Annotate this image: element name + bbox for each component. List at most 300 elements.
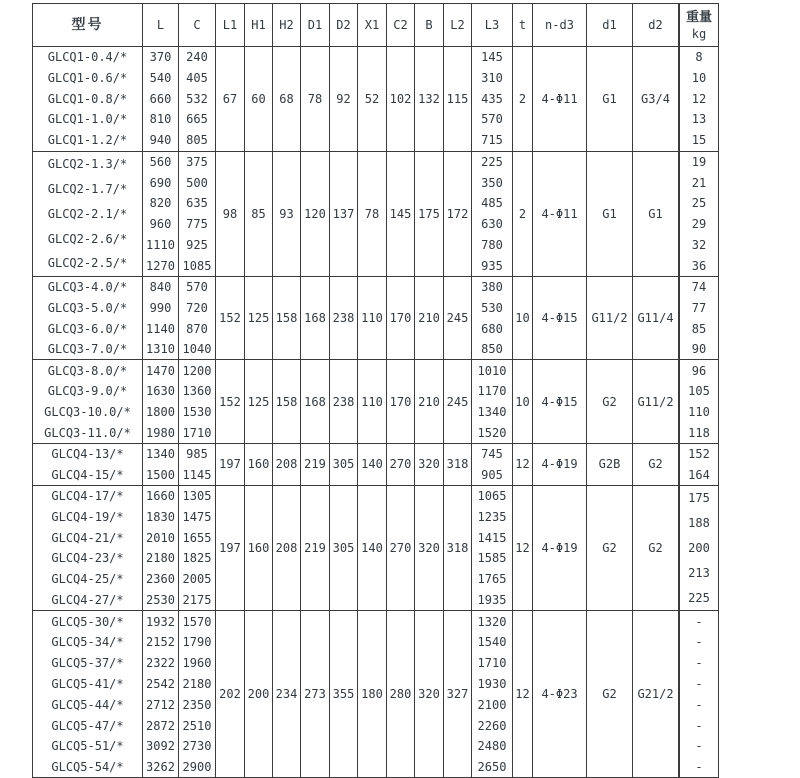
cell-value: GLCQ5-51/*: [51, 739, 124, 754]
cell-glcq5-t: [512, 610, 532, 777]
cell-value: -: [695, 677, 703, 691]
cell-value: 375: [186, 154, 208, 169]
cell-value: -: [695, 614, 703, 629]
cell-value: GLCQ3-8.0/*: [47, 363, 128, 378]
cell-value: 210: [418, 311, 440, 326]
cell-value: 310: [481, 71, 503, 86]
cell-value: 85: [691, 321, 707, 336]
cell-glcq5-weight-kg: [678, 610, 718, 777]
cell-value: 52: [364, 91, 380, 106]
cell-glcq4-high-n-d3: [532, 485, 586, 610]
cell-glcq1-D2: [329, 46, 357, 151]
cell-value: 370: [149, 50, 172, 65]
cell-value: G11/4: [637, 311, 674, 326]
cell-glcq3-high-H1: [244, 359, 272, 443]
cell-value: 77: [691, 300, 707, 315]
header-cell-L: [142, 4, 178, 46]
cell-value: 145: [481, 50, 503, 65]
header-label: t: [518, 18, 527, 32]
cell-value: -: [695, 635, 703, 650]
cell-glcq3-low-D2: [329, 276, 357, 360]
cell-value: 170: [389, 311, 412, 326]
cell-glcq1-D1: [300, 46, 329, 151]
cell-glcq5-L1: [215, 610, 244, 777]
cell-glcq4-low-d1: [586, 443, 632, 485]
cell-glcq3-low-C2: [386, 276, 414, 360]
cell-glcq3-high-L3: [471, 359, 512, 443]
cell-glcq3-high-D1: [300, 359, 329, 443]
cell-glcq4-low-L3: [471, 443, 512, 485]
cell-value: 270: [389, 541, 412, 556]
cell-glcq2-n-d3: [532, 151, 586, 276]
cell-glcq4-low-weight-kg: [678, 443, 718, 485]
cell-value: GLCQ3-4.0/*: [47, 280, 128, 295]
cell-glcq3-low-t: [512, 276, 532, 360]
cell-glcq4-high-B: [414, 485, 443, 610]
header-cell-t: [512, 4, 532, 46]
cell-value: 1830: [146, 509, 175, 524]
cell-value: 98: [222, 206, 238, 221]
cell-glcq2-B: [414, 151, 443, 276]
header-cell-B: [414, 4, 443, 46]
cell-value: GLCQ1-0.8/*: [47, 91, 128, 106]
cell-value: 1530: [182, 405, 212, 420]
cell-value: 15: [691, 133, 707, 148]
cell-glcq3-high-L1: [215, 359, 244, 443]
cell-value: 110: [361, 394, 383, 409]
cell-value: 68: [279, 91, 294, 106]
cell-value: -: [695, 760, 703, 775]
cell-value: G3/4: [641, 91, 670, 106]
header-label: 重量: [685, 9, 712, 25]
header-label: L3: [484, 18, 500, 32]
cell-glcq4-low-L1: [215, 443, 244, 485]
cell-glcq4-high-D1: [300, 485, 329, 610]
cell-value: GLCQ5-47/*: [51, 718, 124, 733]
spec-table: [32, 3, 719, 778]
cell-value: 1765: [477, 572, 507, 587]
cell-value: 67: [222, 91, 238, 106]
cell-glcq5-d1: [586, 610, 632, 777]
cell-value: 1710: [477, 656, 507, 671]
cell-value: 225: [688, 590, 710, 605]
cell-glcq5-D1: [300, 610, 329, 777]
cell-value: 4-Φ19: [541, 457, 578, 472]
cell-value: 2900: [182, 760, 212, 775]
cell-value: 320: [418, 541, 440, 556]
header-label: 型号: [71, 17, 104, 33]
cell-value: 188: [688, 516, 710, 531]
cell-value: 1500: [146, 467, 175, 482]
cell-value: 145: [389, 206, 412, 221]
cell-glcq3-high-B: [414, 359, 443, 443]
cell-glcq4-low-C: [178, 443, 215, 485]
cell-glcq1-weight-kg: [678, 46, 718, 151]
cell-value: 1340: [477, 405, 507, 420]
cell-glcq4-high-L3: [471, 485, 512, 610]
cell-value: GLCQ3-7.0/*: [47, 342, 128, 357]
cell-value: 1145: [182, 467, 212, 482]
cell-value: 78: [364, 206, 380, 221]
cell-value: 680: [481, 321, 503, 336]
cell-value: 690: [149, 175, 172, 190]
cell-glcq3-low-weight-kg: [678, 276, 718, 360]
cell-value: GLCQ5-30/*: [51, 614, 124, 629]
cell-value: 160: [247, 457, 270, 472]
cell-value: 245: [446, 394, 469, 409]
cell-value: GLCQ3-6.0/*: [47, 321, 128, 336]
cell-value: 1825: [182, 551, 212, 566]
cell-value: 158: [275, 394, 298, 409]
cell-value: 500: [186, 175, 208, 190]
cell-value: 780: [481, 237, 503, 252]
cell-value: G2: [602, 541, 617, 556]
cell-glcq3-high-C2: [386, 359, 414, 443]
cell-glcq1-d1: [586, 46, 632, 151]
cell-value: 1800: [146, 405, 175, 420]
cell-value: 905: [481, 467, 503, 482]
cell-value: 1980: [146, 425, 175, 440]
header-label: B: [425, 18, 433, 32]
cell-glcq2-H1: [244, 151, 272, 276]
header-cell-H2: [272, 4, 300, 46]
cell-glcq1-H1: [244, 46, 272, 151]
cell-glcq2-t: [512, 151, 532, 276]
cell-value: 630: [481, 217, 503, 232]
cell-value: GLCQ5-34/*: [51, 635, 124, 650]
cell-value: 1065: [477, 489, 507, 504]
cell-value: 4-Φ11: [541, 206, 578, 221]
cell-value: GLCQ4-25/*: [51, 572, 124, 587]
cell-value: 1570: [182, 614, 212, 629]
cell-value: 175: [418, 206, 440, 221]
cell-value: GLCQ1-0.4/*: [47, 50, 128, 65]
cell-value: 140: [361, 541, 383, 556]
cell-glcq5-X1: [357, 610, 386, 777]
cell-value: 820: [149, 196, 172, 211]
cell-value: 1310: [146, 342, 175, 357]
cell-value: 775: [186, 217, 208, 232]
cell-value: 1320: [477, 614, 507, 629]
cell-value: -: [695, 697, 703, 712]
cell-value: -: [695, 656, 703, 671]
cell-value: 273: [304, 687, 326, 702]
cell-value: 2005: [182, 572, 212, 587]
cell-glcq2-H2: [272, 151, 300, 276]
cell-glcq5-n-d3: [532, 610, 586, 777]
cell-value: 940: [149, 133, 172, 148]
cell-value: 745: [481, 447, 503, 462]
cell-value: 10: [515, 311, 530, 326]
cell-value: GLCQ4-17/*: [51, 489, 124, 504]
cell-value: 118: [688, 425, 710, 440]
header-label: H1: [251, 18, 266, 32]
cell-value: 570: [481, 112, 503, 127]
cell-value: 2872: [146, 718, 175, 733]
cell-value: G1: [602, 206, 617, 221]
cell-value: 1710: [182, 425, 212, 440]
cell-value: GLCQ4-23/*: [51, 551, 124, 566]
cell-glcq4-low-d2: [632, 443, 678, 485]
header-label: C: [193, 18, 201, 32]
cell-value: 137: [332, 206, 355, 221]
cell-value: 2542: [146, 677, 175, 691]
cell-value: 1470: [146, 363, 175, 378]
cell-glcq2-model: [33, 151, 142, 276]
cell-value: 350: [481, 175, 503, 190]
cell-value: 355: [332, 687, 355, 702]
cell-value: 164: [688, 467, 710, 482]
cell-value: 74: [691, 280, 707, 295]
cell-glcq3-low-L2: [443, 276, 471, 360]
cell-value: 1930: [477, 677, 507, 691]
cell-glcq3-low-H1: [244, 276, 272, 360]
cell-glcq4-high-weight-kg: [678, 485, 718, 610]
cell-glcq5-L3: [471, 610, 512, 777]
cell-value: 4-Φ15: [541, 311, 578, 326]
cell-value: 305: [332, 541, 355, 556]
cell-value: 125: [247, 311, 270, 326]
cell-value: GLCQ4-21/*: [51, 530, 124, 545]
cell-value: 2322: [146, 656, 175, 671]
cell-glcq3-high-t: [512, 359, 532, 443]
cell-glcq4-low-model: [33, 443, 142, 485]
cell-value: G2: [602, 394, 617, 409]
cell-glcq4-high-C2: [386, 485, 414, 610]
cell-glcq1-model: [33, 46, 142, 151]
cell-value: 1140: [146, 321, 175, 336]
cell-value: 1305: [182, 489, 212, 504]
cell-glcq2-d1: [586, 151, 632, 276]
cell-glcq4-low-D2: [329, 443, 357, 485]
cell-glcq5-L: [142, 610, 178, 777]
cell-glcq5-model: [33, 610, 142, 777]
cell-value: 115: [446, 91, 469, 106]
cell-value: 238: [332, 394, 355, 409]
cell-glcq3-high-L: [142, 359, 178, 443]
cell-value: 200: [688, 541, 710, 556]
cell-value: 1415: [477, 530, 507, 545]
cell-value: 327: [446, 687, 469, 702]
cell-value: G11/2: [591, 311, 628, 326]
cell-value: GLCQ2-2.1/*: [47, 206, 128, 221]
cell-value: 2180: [182, 677, 212, 691]
cell-value: 318: [446, 541, 469, 556]
cell-glcq5-L2: [443, 610, 471, 777]
cell-glcq3-low-L1: [215, 276, 244, 360]
cell-glcq2-X1: [357, 151, 386, 276]
cell-value: 36: [691, 258, 707, 273]
cell-glcq4-low-L2: [443, 443, 471, 485]
cell-value: 4-Φ23: [541, 687, 578, 702]
cell-value: GLCQ1-1.0/*: [47, 112, 128, 127]
cell-value: 2480: [477, 739, 507, 754]
cell-value: 435: [481, 91, 503, 106]
cell-value: 4-Φ19: [541, 541, 578, 556]
cell-value: 1340: [146, 447, 175, 462]
cell-value: 1235: [477, 509, 507, 524]
cell-value: 4-Φ15: [541, 394, 578, 409]
cell-glcq1-X1: [357, 46, 386, 151]
cell-glcq3-low-B: [414, 276, 443, 360]
cell-value: 665: [186, 112, 208, 127]
cell-value: 12: [691, 91, 707, 106]
cell-value: 1085: [182, 258, 212, 273]
cell-value: GLCQ1-0.6/*: [47, 71, 128, 86]
header-label: d1: [602, 18, 617, 32]
cell-value: 570: [186, 280, 208, 295]
cell-value: 850: [481, 342, 503, 357]
cell-value: 202: [219, 687, 241, 702]
header-cell-d2: [632, 4, 678, 46]
header-label: n-d3: [545, 18, 574, 32]
cell-value: 2712: [146, 697, 175, 712]
cell-value: 635: [186, 196, 208, 211]
cell-value: G2: [602, 687, 617, 702]
cell-value: 170: [389, 394, 412, 409]
cell-value: 1585: [477, 551, 507, 566]
cell-value: GLCQ1-1.2/*: [47, 133, 128, 148]
cell-glcq1-H2: [272, 46, 300, 151]
cell-glcq4-low-B: [414, 443, 443, 485]
cell-value: 10: [515, 394, 530, 409]
cell-glcq3-low-d1: [586, 276, 632, 360]
cell-glcq2-L2: [443, 151, 471, 276]
cell-glcq5-C: [178, 610, 215, 777]
cell-value: 25: [691, 196, 707, 211]
cell-value: GLCQ3-11.0/*: [44, 425, 131, 440]
cell-glcq1-d2: [632, 46, 678, 151]
cell-value: 2175: [182, 592, 212, 607]
cell-value: 245: [446, 311, 469, 326]
cell-value: G2B: [598, 457, 621, 472]
cell-glcq3-high-L2: [443, 359, 471, 443]
cell-glcq3-high-d2: [632, 359, 678, 443]
cell-value: 1170: [477, 384, 507, 399]
cell-value: GLCQ2-1.3/*: [47, 156, 128, 171]
cell-glcq4-high-D2: [329, 485, 357, 610]
cell-glcq4-high-H1: [244, 485, 272, 610]
cell-glcq3-high-model: [33, 359, 142, 443]
cell-value: 152: [688, 447, 710, 462]
cell-value: 208: [275, 457, 298, 472]
cell-value: G2: [648, 541, 663, 556]
header-label: kg: [691, 26, 707, 41]
cell-value: 935: [481, 258, 503, 273]
cell-glcq5-B: [414, 610, 443, 777]
cell-value: 197: [219, 541, 241, 556]
cell-glcq3-low-d2: [632, 276, 678, 360]
cell-glcq4-low-C2: [386, 443, 414, 485]
cell-glcq1-n-d3: [532, 46, 586, 151]
cell-glcq4-high-d2: [632, 485, 678, 610]
cell-value: 1520: [477, 425, 507, 440]
cell-value: 2510: [182, 718, 212, 733]
cell-value: 158: [275, 311, 298, 326]
cell-value: GLCQ4-15/*: [51, 467, 124, 482]
cell-value: GLCQ5-37/*: [51, 656, 124, 671]
header-cell-d1: [586, 4, 632, 46]
cell-value: 85: [251, 206, 266, 221]
cell-glcq5-D2: [329, 610, 357, 777]
cell-value: 110: [361, 311, 383, 326]
cell-value: 96: [691, 363, 707, 378]
cell-glcq4-high-t: [512, 485, 532, 610]
cell-glcq3-low-L3: [471, 276, 512, 360]
cell-value: 197: [219, 457, 241, 472]
cell-value: 720: [186, 300, 208, 315]
cell-glcq4-high-C: [178, 485, 215, 610]
cell-value: 485: [481, 196, 503, 211]
cell-value: G2: [648, 457, 663, 472]
cell-value: 208: [275, 541, 298, 556]
cell-value: 270: [389, 457, 412, 472]
header-label: H2: [279, 18, 294, 32]
header-label: d2: [648, 18, 663, 32]
cell-value: 318: [446, 457, 469, 472]
header-cell-H1: [244, 4, 272, 46]
cell-value: GLCQ2-2.6/*: [47, 231, 128, 246]
cell-glcq4-low-t: [512, 443, 532, 485]
cell-value: 29: [691, 217, 707, 232]
cell-value: 2010: [146, 530, 175, 545]
cell-value: 2: [518, 206, 527, 221]
cell-glcq1-L2: [443, 46, 471, 151]
cell-glcq1-L: [142, 46, 178, 151]
cell-glcq4-high-L2: [443, 485, 471, 610]
cell-value: 985: [186, 447, 208, 462]
cell-glcq4-high-X1: [357, 485, 386, 610]
cell-value: 660: [149, 91, 172, 106]
cell-value: GLCQ3-9.0/*: [47, 384, 128, 399]
cell-value: -: [695, 718, 703, 733]
cell-value: 240: [186, 50, 208, 65]
cell-value: 90: [691, 342, 707, 357]
cell-value: 140: [361, 457, 383, 472]
cell-value: 238: [332, 311, 355, 326]
cell-value: 2360: [146, 572, 175, 587]
cell-value: 172: [446, 206, 469, 221]
cell-value: 152: [219, 394, 241, 409]
header-cell-n-d3: [532, 4, 586, 46]
header-cell-L1: [215, 4, 244, 46]
cell-glcq3-high-D2: [329, 359, 357, 443]
cell-value: 125: [247, 394, 270, 409]
cell-value: 925: [186, 237, 208, 252]
cell-value: 1110: [146, 237, 175, 252]
header-cell-C: [178, 4, 215, 46]
cell-glcq3-high-weight-kg: [678, 359, 718, 443]
cell-glcq3-high-X1: [357, 359, 386, 443]
cell-glcq3-high-H2: [272, 359, 300, 443]
header-label: L1: [222, 18, 238, 32]
cell-value: 12: [515, 687, 530, 702]
cell-value: 160: [247, 541, 270, 556]
cell-glcq4-low-H1: [244, 443, 272, 485]
header-label: L: [156, 18, 165, 32]
cell-value: 1540: [477, 635, 507, 650]
cell-value: 560: [149, 154, 172, 169]
cell-value: 1932: [146, 614, 175, 629]
cell-glcq2-L3: [471, 151, 512, 276]
cell-value: 219: [304, 541, 326, 556]
cell-value: GLCQ2-1.7/*: [47, 181, 128, 196]
cell-value: 105: [688, 384, 710, 399]
cell-value: 120: [304, 206, 326, 221]
cell-value: 810: [149, 112, 172, 127]
cell-value: 532: [186, 91, 208, 106]
header-cell-D1: [300, 4, 329, 46]
